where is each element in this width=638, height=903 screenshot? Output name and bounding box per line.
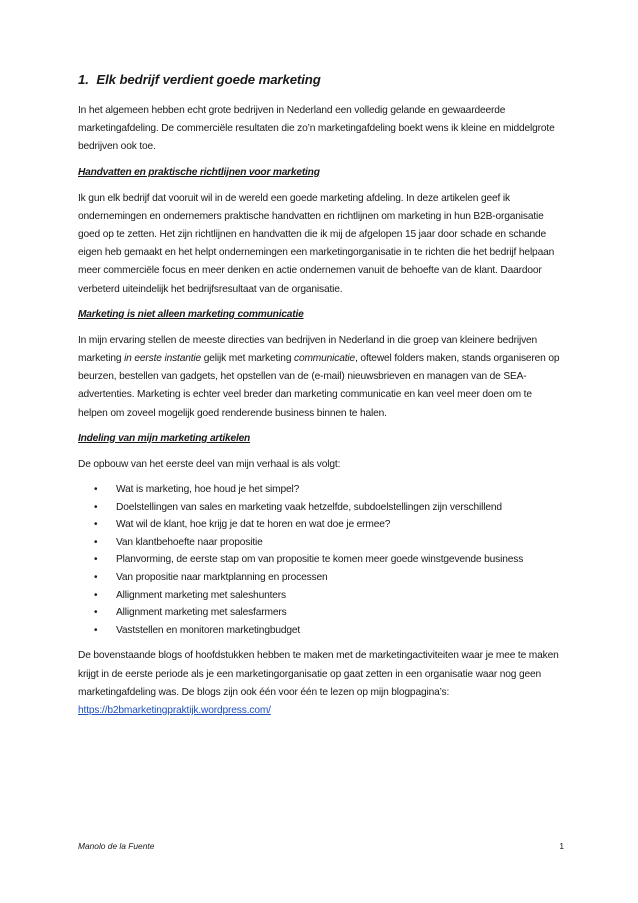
list-lead: De opbouw van het eerste deel van mijn verhaal is als volgt: bbox=[78, 458, 341, 470]
list-item-text: Vaststellen en monitoren marketingbudget bbox=[116, 624, 301, 636]
text-span: gelijk met marketing bbox=[201, 353, 295, 365]
list-item bbox=[94, 534, 564, 552]
chapter-number: 1. bbox=[78, 72, 89, 87]
page-number: 1 bbox=[559, 841, 564, 851]
list-item-text: Allignment marketing met saleshunters bbox=[116, 589, 286, 601]
list-item bbox=[94, 622, 564, 640]
bullet-icon: • bbox=[94, 536, 98, 548]
bullet-icon: • bbox=[94, 554, 98, 566]
text-span: , oftewel folders maken, stands organiseren op beurzen, bestellen van gadgets, het opstellen van de (e-mail) nieuwsbrieven en managen van de SEA-advertenties. Marketing is echter veel breder dan marketing communicatie en kan veel meer doen om te helpen om zoveel mogelijk goed renderende business binnen te halen. bbox=[78, 353, 560, 419]
list-item bbox=[94, 481, 564, 499]
chapter-title: Elk bedrijf verdient goede marketing bbox=[96, 72, 321, 87]
bullet-icon: • bbox=[94, 589, 98, 601]
list-item bbox=[94, 516, 564, 534]
emphasis-text: in eerste instantie bbox=[124, 353, 202, 365]
list-item bbox=[94, 569, 564, 587]
section-heading-marketing-communicatie: Marketing is niet alleen marketing communicatie bbox=[78, 308, 304, 320]
list-item bbox=[94, 604, 564, 622]
list-item-text: Wat wil de klant, hoe krijg je dat te horen en wat doe je ermee? bbox=[116, 519, 391, 531]
list-item-text: Doelstellingen van sales en marketing vaak hetzelfde, subdoelstellingen zijn verschillend bbox=[116, 501, 502, 513]
list-item-text: Allignment marketing met salesfarmers bbox=[116, 607, 287, 619]
list-item-text: Wat is marketing, hoe houd je het simpel? bbox=[116, 484, 300, 496]
section-paragraph-handvatten: Ik gun elk bedrijf dat vooruit wil in de wereld een goede marketing afdeling. In deze artikelen geef ik ondernemingen en ondernemers praktische handvatten en richtlijnen om marketing in hun B2B-organisatie goed op te zetten. Het zijn richtlijnen en handvatten die ik mij de afgelopen 15 jaar door schade en schande eigen heb gemaakt en het helpt ondernemingen een marketingorganisatie in te richten die het bedrijf helpaan meer commerciële focus en meer denken en actie ondernemen vanuit de behoefte van de klant. Daardoor verbeterd uiteindelijk het bedrijfsresultaat van de organisatie. bbox=[78, 192, 555, 295]
document-page bbox=[78, 72, 564, 727]
closing-paragraph bbox=[78, 647, 564, 720]
bullet-icon: • bbox=[94, 519, 98, 531]
list-item-text: Planvorming, de eerste stap om van propositie te komen meer goede winstgevende business bbox=[116, 554, 524, 566]
list-item bbox=[94, 551, 564, 569]
section-paragraph-marketing-communicatie bbox=[78, 332, 564, 423]
text-span: In mijn ervaring stellen de meeste directies van bedrijven in Nederland in die groep van kleinere bedrijven marketing bbox=[78, 334, 538, 365]
intro-paragraph: In het algemeen hebben echt grote bedrijven in Nederland een volledig gelande en gewaardeerde marketingafdeling. De commerciële resultaten die zo’n marketingafdeling boekt wens ik kleine en middelgrote bedrijven ook toe. bbox=[78, 105, 555, 153]
closing-text: De bovenstaande blogs of hoofdstukken hebben te maken met de marketingactiviteiten waar je mee te maken krijgt in de eerste periode als je een marketingorganisatie op gaat zetten in een organisatie waar nog geen marketingafdeling was. De blogs zijn ook één voor één te lezen op mijn blogpagina’s: bbox=[78, 650, 559, 698]
bullet-icon: • bbox=[94, 484, 98, 496]
list-item-text: Van klantbehoefte naar propositie bbox=[116, 536, 263, 548]
bullet-icon: • bbox=[94, 624, 98, 636]
list-item bbox=[94, 499, 564, 517]
bullet-icon: • bbox=[94, 501, 98, 513]
article-list bbox=[78, 481, 564, 639]
blog-link[interactable]: https://b2bmarketingpraktijk.wordpress.com/ bbox=[78, 705, 271, 716]
section-heading-indeling: Indeling van mijn marketing artikelen bbox=[78, 432, 251, 444]
footer-author: Manolo de la Fuente bbox=[78, 841, 155, 851]
emphasis-text: communicatie bbox=[294, 353, 356, 365]
list-item bbox=[94, 587, 564, 605]
section-heading-handvatten: Handvatten en praktische richtlijnen voor marketing bbox=[78, 166, 320, 178]
list-item-text: Van propositie naar marktplanning en processen bbox=[116, 572, 328, 584]
page-footer bbox=[78, 841, 564, 851]
chapter-heading bbox=[78, 72, 564, 87]
bullet-icon: • bbox=[94, 607, 98, 619]
bullet-icon: • bbox=[94, 572, 98, 584]
